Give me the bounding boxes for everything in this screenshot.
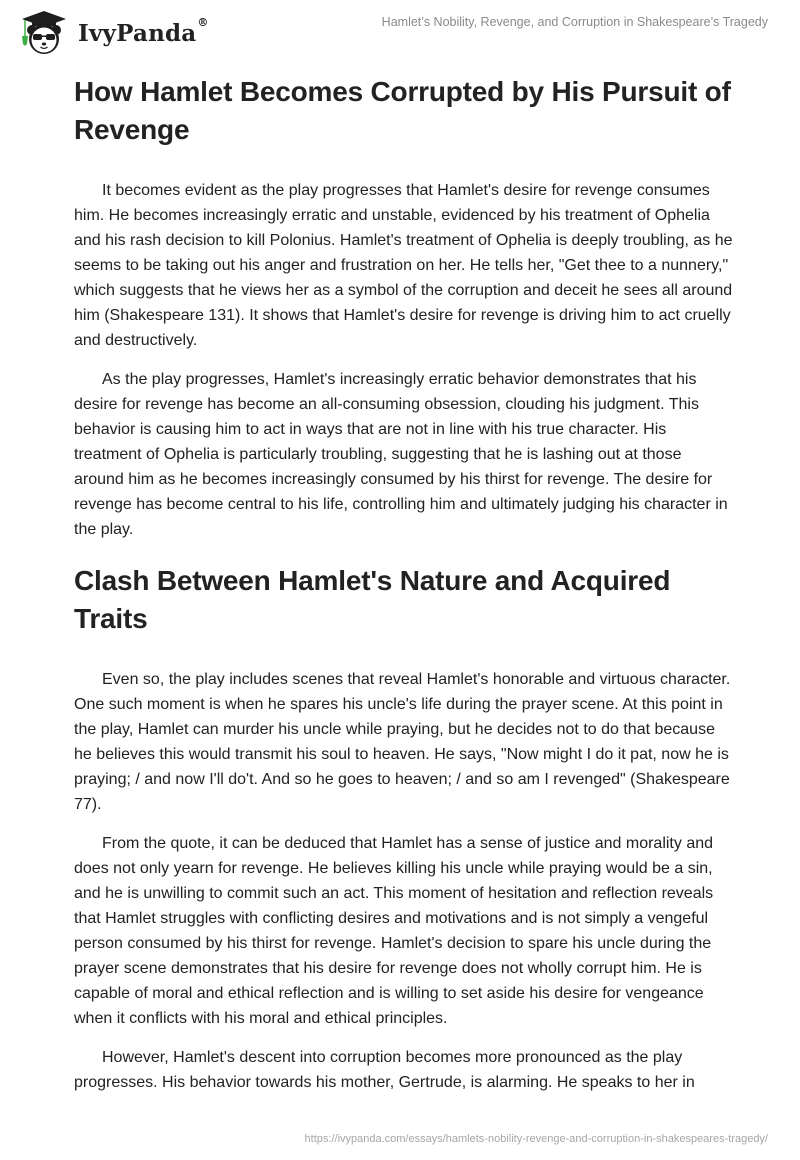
section-heading: How Hamlet Becomes Corrupted by His Pursuit of Revenge	[74, 76, 731, 145]
essay-content	[74, 70, 734, 1095]
ivypanda-logo[interactable]	[18, 8, 209, 56]
page-header	[0, 0, 800, 60]
section-corruption-by-revenge	[74, 73, 734, 542]
section-heading: Clash Between Hamlet's Nature and Acquired Traits	[74, 565, 671, 634]
paragraph: It becomes evident as the play progresses that Hamlet's desire for revenge consumes him. He becomes increasingly erratic and unstable, evidenced by his treatment of Ophelia and his rash decision to kill Polonius. Hamlet's treatment of Ophelia is deeply troubling, as he seems to be taking out his anger and frustration on her. He tells her, "Get thee to a nunnery," which suggests that he views her as a symbol of the corruption and deceit he sees all around him (Shakespeare 131). It shows that Hamlet's desire for revenge is driving him to act cruelly and destructively.	[74, 182, 733, 349]
brand-name: IvyPanda®	[78, 15, 209, 47]
paragraph: From the quote, it can be deduced that Hamlet has a sense of justice and morality and does not only yearn for revenge. He believes killing his uncle while praying would be a sin, and he is unwilling to commit such an act. This moment of hesitation and reflection reveals that Hamlet struggles with conflicting desires and motivations and is not simply a vengeful person consumed by his thirst for revenge. Hamlet's decision to spare his uncle during the prayer scene demonstrates that his desire for revenge does not wholly corrupt him. He is capable of moral and ethical reflection and is willing to set aside his desire for vengeance when it conflicts with his moral and ethical principles.	[74, 835, 714, 1027]
document-title: Hamlet’s Nobility, Revenge, and Corruption in Shakespeare’s Tragedy	[381, 15, 768, 29]
source-url-link[interactable]: https://ivypanda.com/essays/hamlets-nobility-revenge-and-corruption-in-shakespeares-tragedy/	[304, 1133, 768, 1145]
paragraph: However, Hamlet's descent into corruption becomes more pronounced as the play progresses. His behavior towards his mother, Gertrude, is alarming. He speaks to her in	[74, 1049, 695, 1091]
paragraph: Even so, the play includes scenes that reveal Hamlet's honorable and virtuous character. One such moment is when he spares his uncle's life during the prayer scene. At this point in the play, Hamlet can murder his uncle while praying, but he decides not to do that because he believes this would transmit his soul to heaven. He says, "Now might I do it pat, now he is praying; / and now I'll do't. And so he goes to heaven; / and so am I revenged" (Shakespeare 77).	[74, 671, 731, 813]
paragraph: As the play progresses, Hamlet's increasingly erratic behavior demonstrates that his desire for revenge has become an all-consuming obsession, clouding his judgment. This behavior is causing him to act in ways that are not in line with his true character. His treatment of Ophelia is particularly troubling, suggesting that he is lashing out at those around him as he becomes increasingly consumed by his thirst for revenge. The desire for revenge has become central to his life, controlling him and ultimately judging his character in the play.	[74, 371, 728, 538]
registered-mark: ®	[197, 15, 209, 29]
panda-graduate-icon	[18, 8, 70, 56]
section-nature-vs-acquired-traits	[74, 562, 734, 1095]
